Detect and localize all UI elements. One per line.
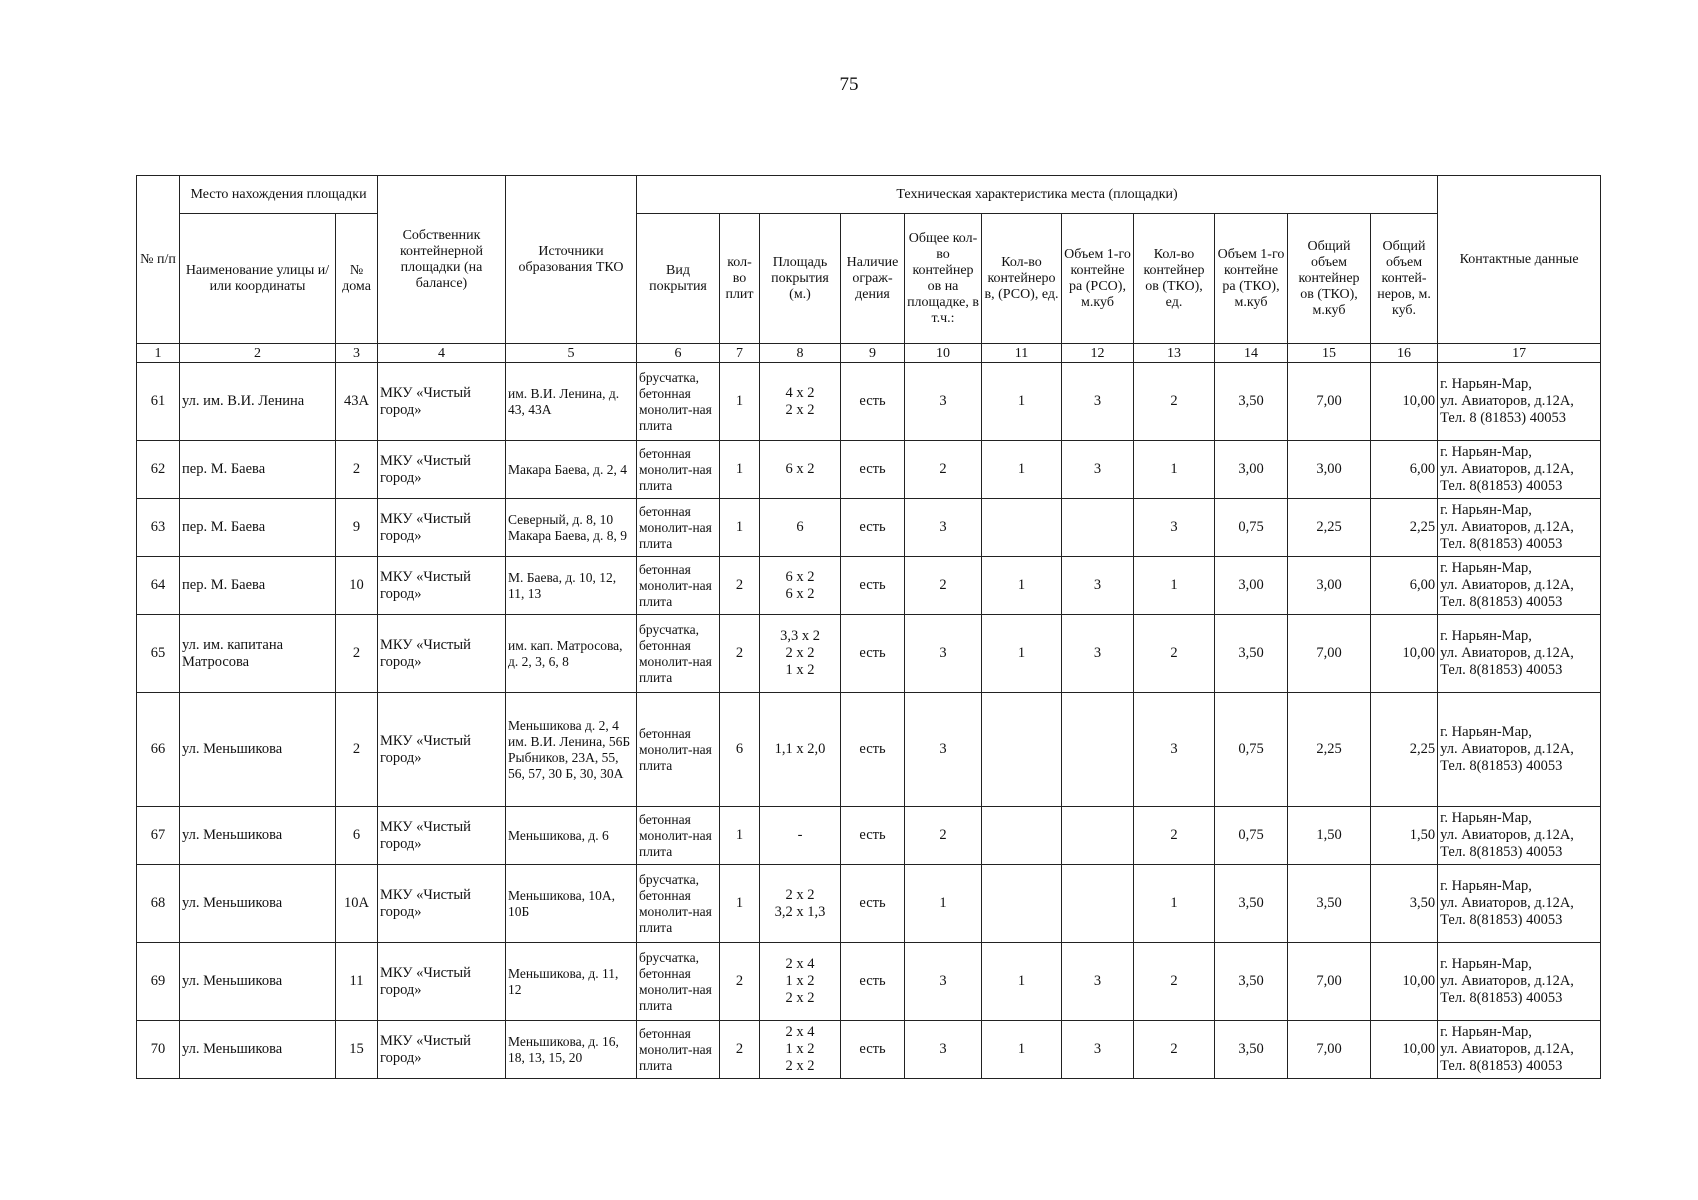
- header-house: № дома: [336, 214, 378, 344]
- header-owner: Собственник контейнерной площадки (на балансе): [378, 176, 506, 344]
- cell-house-number: 43А: [336, 363, 378, 441]
- cell-plates-count: 1: [720, 363, 760, 441]
- cell-rso-count: 1: [982, 943, 1062, 1021]
- page-number: 75: [839, 74, 859, 95]
- cell-waste-sources: Меньшикова, 10А, 10Б: [506, 865, 637, 943]
- col-number: 4: [378, 344, 506, 363]
- cell-cover-area: 6 х 2 6 х 2: [760, 557, 841, 615]
- cell-cover-area: 6: [760, 499, 841, 557]
- cell-waste-sources: Меньшикова, д. 6: [506, 807, 637, 865]
- cell-tko-volume: 0,75: [1215, 499, 1288, 557]
- cell-total-volume: 10,00: [1371, 615, 1438, 693]
- cell-fence-presence: есть: [841, 499, 905, 557]
- col-number: 17: [1438, 344, 1601, 363]
- col-number: 6: [637, 344, 720, 363]
- cell-fence-presence: есть: [841, 1021, 905, 1079]
- cell-total-volume: 1,50: [1371, 807, 1438, 865]
- cell-cover-type: бетонная монолит-ная плита: [637, 499, 720, 557]
- cell-cover-area: 2 х 4 1 х 2 2 х 2: [760, 943, 841, 1021]
- cell-cover-type: брусчатка, бетонная монолит-ная плита: [637, 363, 720, 441]
- cell-total-containers: 1: [905, 865, 982, 943]
- table-row: [137, 441, 1601, 499]
- cell-owner: МКУ «Чистый город»: [378, 363, 506, 441]
- cell-total-volume: 6,00: [1371, 557, 1438, 615]
- table-row: [137, 865, 1601, 943]
- header-plates: кол-во плит: [720, 214, 760, 344]
- cell-house-number: 11: [336, 943, 378, 1021]
- cell-total-containers: 3: [905, 1021, 982, 1079]
- cell-tko-count: 3: [1134, 693, 1215, 807]
- cell-house-number: 9: [336, 499, 378, 557]
- cell-tko-count: 2: [1134, 1021, 1215, 1079]
- cell-plates-count: 1: [720, 865, 760, 943]
- cell-street-name: ул. Меньшикова: [180, 943, 336, 1021]
- table-row: [137, 499, 1601, 557]
- cell-waste-sources: им. кап. Матросова, д. 2, 3, 6, 8: [506, 615, 637, 693]
- cell-total-volume: 6,00: [1371, 441, 1438, 499]
- cell-total-containers: 3: [905, 615, 982, 693]
- cell-cover-type: брусчатка, бетонная монолит-ная плита: [637, 943, 720, 1021]
- cell-total-volume: 2,25: [1371, 499, 1438, 557]
- cell-house-number: 10: [336, 557, 378, 615]
- table-row: [137, 943, 1601, 1021]
- cell-fence-presence: есть: [841, 557, 905, 615]
- cell-rso-count: [982, 865, 1062, 943]
- cell-row-number: 69: [137, 943, 180, 1021]
- cell-street-name: ул. Меньшикова: [180, 1021, 336, 1079]
- cell-owner: МКУ «Чистый город»: [378, 499, 506, 557]
- cell-contact-info: г. Нарьян-Мар, ул. Авиаторов, д.12А, Тел. 8(81853) 40053: [1438, 865, 1601, 943]
- cell-tko-volume: 0,75: [1215, 693, 1288, 807]
- cell-row-number: 62: [137, 441, 180, 499]
- cell-rso-volume: 3: [1062, 943, 1134, 1021]
- cell-contact-info: г. Нарьян-Мар, ул. Авиаторов, д.12А, Тел. 8(81853) 40053: [1438, 807, 1601, 865]
- cell-tko-count: 3: [1134, 499, 1215, 557]
- cell-rso-volume: 3: [1062, 1021, 1134, 1079]
- cell-total-containers: 2: [905, 807, 982, 865]
- cell-rso-volume: [1062, 693, 1134, 807]
- cell-owner: МКУ «Чистый город»: [378, 557, 506, 615]
- cell-total-containers: 3: [905, 693, 982, 807]
- header-tko-total-volume: Общий объем контейнер ов (ТКО), м.куб: [1288, 214, 1371, 344]
- cell-waste-sources: М. Баева, д. 10, 12, 11, 13: [506, 557, 637, 615]
- col-number: 13: [1134, 344, 1215, 363]
- cell-rso-volume: 3: [1062, 557, 1134, 615]
- cell-street-name: ул. Меньшикова: [180, 693, 336, 807]
- cell-rso-volume: [1062, 499, 1134, 557]
- col-number: 10: [905, 344, 982, 363]
- cell-rso-count: [982, 807, 1062, 865]
- cell-tko-count: 2: [1134, 943, 1215, 1021]
- cell-contact-info: г. Нарьян-Мар, ул. Авиаторов, д.12А, Тел. 8(81853) 40053: [1438, 557, 1601, 615]
- col-number: 12: [1062, 344, 1134, 363]
- cell-rso-count: 1: [982, 615, 1062, 693]
- cell-tko-total-volume: 3,00: [1288, 557, 1371, 615]
- cell-tko-count: 1: [1134, 557, 1215, 615]
- cell-owner: МКУ «Чистый город»: [378, 615, 506, 693]
- cell-row-number: 67: [137, 807, 180, 865]
- cell-owner: МКУ «Чистый город»: [378, 865, 506, 943]
- cell-plates-count: 2: [720, 1021, 760, 1079]
- cell-owner: МКУ «Чистый город»: [378, 943, 506, 1021]
- cell-fence-presence: есть: [841, 943, 905, 1021]
- cell-plates-count: 1: [720, 807, 760, 865]
- cell-rso-volume: 3: [1062, 441, 1134, 499]
- cell-street-name: пер. М. Баева: [180, 557, 336, 615]
- cell-rso-count: 1: [982, 441, 1062, 499]
- cell-contact-info: г. Нарьян-Мар, ул. Авиаторов, д.12А, Тел. 8(81853) 40053: [1438, 441, 1601, 499]
- cell-tko-total-volume: 3,00: [1288, 441, 1371, 499]
- cell-tko-count: 2: [1134, 363, 1215, 441]
- cell-cover-type: брусчатка, бетонная монолит-ная плита: [637, 865, 720, 943]
- cell-rso-count: 1: [982, 363, 1062, 441]
- cell-total-volume: 3,50: [1371, 865, 1438, 943]
- cell-cover-area: 3,3 х 2 2 х 2 1 х 2: [760, 615, 841, 693]
- cell-waste-sources: Меньшикова, д. 11, 12: [506, 943, 637, 1021]
- cell-row-number: 66: [137, 693, 180, 807]
- cell-tko-total-volume: 7,00: [1288, 363, 1371, 441]
- cell-plates-count: 1: [720, 499, 760, 557]
- cell-tko-volume: 0,75: [1215, 807, 1288, 865]
- cell-row-number: 70: [137, 1021, 180, 1079]
- cell-cover-area: 4 х 2 2 х 2: [760, 363, 841, 441]
- cell-tko-count: 1: [1134, 441, 1215, 499]
- cell-fence-presence: есть: [841, 807, 905, 865]
- cell-plates-count: 6: [720, 693, 760, 807]
- header-tko-volume: Объем 1-го контейне ра (ТКО), м.куб: [1215, 214, 1288, 344]
- header-number: № п/п: [137, 176, 180, 344]
- cell-rso-volume: 3: [1062, 615, 1134, 693]
- table-row: [137, 693, 1601, 807]
- cell-owner: МКУ «Чистый город»: [378, 693, 506, 807]
- cell-row-number: 68: [137, 865, 180, 943]
- header-area: Площадь покрытия (м.): [760, 214, 841, 344]
- table-row: [137, 363, 1601, 441]
- cell-owner: МКУ «Чистый город»: [378, 441, 506, 499]
- cell-waste-sources: Меньшикова, д. 16, 18, 13, 15, 20: [506, 1021, 637, 1079]
- cell-tko-volume: 3,00: [1215, 557, 1288, 615]
- cell-tko-volume: 3,50: [1215, 865, 1288, 943]
- header-fence: Наличие ограж-дения: [841, 214, 905, 344]
- cell-tko-total-volume: 2,25: [1288, 499, 1371, 557]
- table-row: [137, 1021, 1601, 1079]
- cell-waste-sources: им. В.И. Ленина, д. 43, 43А: [506, 363, 637, 441]
- cell-cover-area: 6 х 2: [760, 441, 841, 499]
- header-contacts: Контактные данные: [1438, 176, 1601, 344]
- header-rso-count: Кол-во контейнеро в, (РСО), ед.: [982, 214, 1062, 344]
- cell-cover-area: -: [760, 807, 841, 865]
- cell-cover-type: бетонная монолит-ная плита: [637, 1021, 720, 1079]
- cell-plates-count: 1: [720, 441, 760, 499]
- cell-owner: МКУ «Чистый город»: [378, 807, 506, 865]
- cell-tko-volume: 3,00: [1215, 441, 1288, 499]
- cell-tko-total-volume: 1,50: [1288, 807, 1371, 865]
- cell-contact-info: г. Нарьян-Мар, ул. Авиаторов, д.12А, Тел. 8(81853) 40053: [1438, 499, 1601, 557]
- table-row: [137, 557, 1601, 615]
- col-number: 5: [506, 344, 637, 363]
- col-number: 15: [1288, 344, 1371, 363]
- cell-rso-count: [982, 499, 1062, 557]
- cell-tko-volume: 3,50: [1215, 1021, 1288, 1079]
- cell-rso-volume: [1062, 865, 1134, 943]
- cell-plates-count: 2: [720, 615, 760, 693]
- cell-tko-volume: 3,50: [1215, 615, 1288, 693]
- cell-fence-presence: есть: [841, 693, 905, 807]
- cell-street-name: пер. М. Баева: [180, 441, 336, 499]
- cell-house-number: 6: [336, 807, 378, 865]
- cell-cover-area: 1,1 х 2,0: [760, 693, 841, 807]
- cell-contact-info: г. Нарьян-Мар, ул. Авиаторов, д.12А, Тел. 8 (81853) 40053: [1438, 363, 1601, 441]
- cell-house-number: 2: [336, 693, 378, 807]
- table-row: [137, 807, 1601, 865]
- cell-cover-type: бетонная монолит-ная плита: [637, 693, 720, 807]
- cell-fence-presence: есть: [841, 865, 905, 943]
- cell-total-containers: 2: [905, 441, 982, 499]
- cell-street-name: ул. им. В.И. Ленина: [180, 363, 336, 441]
- cell-tko-volume: 3,50: [1215, 363, 1288, 441]
- column-numbers-row: [137, 344, 1601, 363]
- cell-cover-type: бетонная монолит-ная плита: [637, 807, 720, 865]
- container-sites-table: [136, 175, 1601, 1079]
- col-number: 9: [841, 344, 905, 363]
- header-total-containers: Общее кол-во контейнер ов на площадке, в т.ч.:: [905, 214, 982, 344]
- cell-street-name: пер. М. Баева: [180, 499, 336, 557]
- cell-fence-presence: есть: [841, 363, 905, 441]
- cell-total-volume: 10,00: [1371, 363, 1438, 441]
- cell-total-containers: 3: [905, 499, 982, 557]
- cell-waste-sources: Меньшикова д. 2, 4 им. В.И. Ленина, 56Б Рыбников, 23А, 55, 56, 57, 30 Б, 30, 30А: [506, 693, 637, 807]
- header-tech-group: Техническая характеристика места (площадки): [637, 176, 1438, 214]
- cell-total-containers: 3: [905, 943, 982, 1021]
- cell-total-volume: 2,25: [1371, 693, 1438, 807]
- cell-plates-count: 2: [720, 557, 760, 615]
- cell-rso-volume: [1062, 807, 1134, 865]
- cell-total-containers: 3: [905, 363, 982, 441]
- cell-cover-area: 2 х 4 1 х 2 2 х 2: [760, 1021, 841, 1079]
- cell-contact-info: г. Нарьян-Мар, ул. Авиаторов, д.12А, Тел. 8(81853) 40053: [1438, 693, 1601, 807]
- cell-plates-count: 2: [720, 943, 760, 1021]
- cell-total-containers: 2: [905, 557, 982, 615]
- cell-row-number: 61: [137, 363, 180, 441]
- cell-rso-count: 1: [982, 557, 1062, 615]
- cell-tko-count: 2: [1134, 807, 1215, 865]
- cell-total-volume: 10,00: [1371, 943, 1438, 1021]
- header-total-volume: Общий объем контей-неров, м. куб.: [1371, 214, 1438, 344]
- cell-contact-info: г. Нарьян-Мар, ул. Авиаторов, д.12А, Тел. 8(81853) 40053: [1438, 1021, 1601, 1079]
- header-street: Наименование улицы и/или координаты: [180, 214, 336, 344]
- cell-tko-total-volume: 3,50: [1288, 865, 1371, 943]
- cell-house-number: 2: [336, 441, 378, 499]
- header-sources: Источники образования ТКО: [506, 176, 637, 344]
- cell-tko-total-volume: 7,00: [1288, 1021, 1371, 1079]
- cell-street-name: ул. Меньшикова: [180, 807, 336, 865]
- cell-tko-count: 2: [1134, 615, 1215, 693]
- col-number: 8: [760, 344, 841, 363]
- cell-fence-presence: есть: [841, 441, 905, 499]
- cell-total-volume: 10,00: [1371, 1021, 1438, 1079]
- header-rso-volume: Объем 1-го контейне ра (РСО), м.куб: [1062, 214, 1134, 344]
- cell-house-number: 2: [336, 615, 378, 693]
- header-cover: Вид покрытия: [637, 214, 720, 344]
- table-row: [137, 615, 1601, 693]
- cell-street-name: ул. им. капитана Матросова: [180, 615, 336, 693]
- col-number: 16: [1371, 344, 1438, 363]
- cell-row-number: 65: [137, 615, 180, 693]
- cell-cover-type: бетонная монолит-ная плита: [637, 557, 720, 615]
- cell-tko-total-volume: 7,00: [1288, 943, 1371, 1021]
- col-number: 11: [982, 344, 1062, 363]
- cell-row-number: 63: [137, 499, 180, 557]
- col-number: 1: [137, 344, 180, 363]
- cell-rso-count: [982, 693, 1062, 807]
- cell-house-number: 15: [336, 1021, 378, 1079]
- col-number: 3: [336, 344, 378, 363]
- header-tko-count: Кол-во контейнер ов (ТКО), ед.: [1134, 214, 1215, 344]
- cell-rso-count: 1: [982, 1021, 1062, 1079]
- cell-waste-sources: Северный, д. 8, 10 Макара Баева, д. 8, 9: [506, 499, 637, 557]
- cell-tko-total-volume: 7,00: [1288, 615, 1371, 693]
- cell-tko-count: 1: [1134, 865, 1215, 943]
- cell-waste-sources: Макара Баева, д. 2, 4: [506, 441, 637, 499]
- cell-owner: МКУ «Чистый город»: [378, 1021, 506, 1079]
- col-number: 7: [720, 344, 760, 363]
- cell-contact-info: г. Нарьян-Мар, ул. Авиаторов, д.12А, Тел. 8(81853) 40053: [1438, 943, 1601, 1021]
- header-location-group: Место нахождения площадки: [180, 176, 378, 214]
- cell-street-name: ул. Меньшикова: [180, 865, 336, 943]
- cell-tko-volume: 3,50: [1215, 943, 1288, 1021]
- cell-cover-type: бетонная монолит-ная плита: [637, 441, 720, 499]
- cell-tko-total-volume: 2,25: [1288, 693, 1371, 807]
- cell-house-number: 10А: [336, 865, 378, 943]
- cell-cover-area: 2 х 2 3,2 х 1,3: [760, 865, 841, 943]
- cell-rso-volume: 3: [1062, 363, 1134, 441]
- col-number: 14: [1215, 344, 1288, 363]
- cell-cover-type: брусчатка, бетонная монолит-ная плита: [637, 615, 720, 693]
- cell-contact-info: г. Нарьян-Мар, ул. Авиаторов, д.12А, Тел. 8(81853) 40053: [1438, 615, 1601, 693]
- col-number: 2: [180, 344, 336, 363]
- cell-fence-presence: есть: [841, 615, 905, 693]
- cell-row-number: 64: [137, 557, 180, 615]
